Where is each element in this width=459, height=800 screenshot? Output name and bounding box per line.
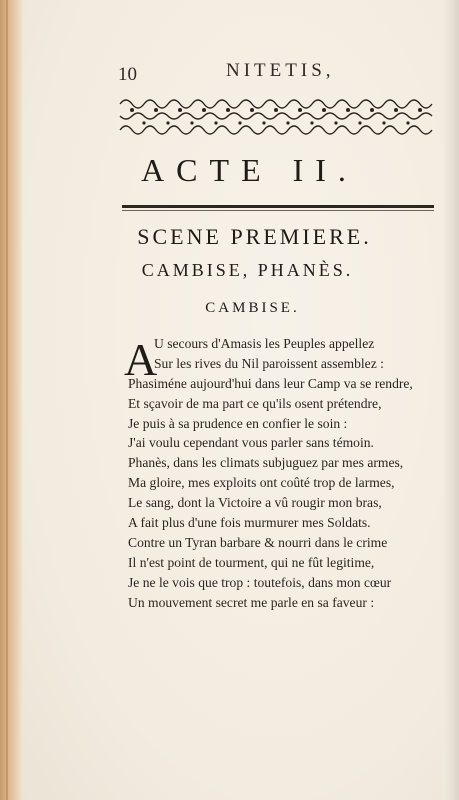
verse-line: J'ai voulu cependant vous parler sans témoin.: [128, 435, 374, 451]
verse-line: Il n'est point de tourment, qui ne fût legitime,: [128, 554, 375, 570]
title-rule: [122, 205, 434, 208]
book-spine-edge: [0, 0, 22, 800]
verse-line: A fait plus d'une fois murmurer mes Soldats.: [128, 515, 371, 531]
act-title: ACTE II.: [141, 152, 358, 188]
verse-block: [128, 334, 448, 612]
scene-title: SCENE PREMIERE.: [137, 224, 372, 249]
running-title: NITETIS,: [226, 60, 335, 81]
running-head: [0, 58, 459, 88]
drop-cap: A: [124, 334, 158, 385]
page-number: 10: [118, 64, 137, 85]
verse-line: Contre un Tyran barbare & nourri dans le crime: [128, 534, 388, 550]
verse-line: Un mouvement secret me parle en sa faveur :: [128, 594, 375, 610]
character-list: CAMBISE, PHANÈS.: [141, 260, 354, 280]
verse-line: Et sçavoir de ma part ce qu'ils osent prétendre,: [128, 395, 382, 411]
verse-line: Phasiméne aujourd'hui dans leur Camp va se rendre,: [128, 375, 413, 391]
verse-line: Je puis à sa prudence en confier le soin :: [128, 415, 348, 431]
spine-binding-stripe: [6, 0, 8, 800]
verse-line: Ma gloire, mes exploits ont coûté trop de larmes,: [128, 475, 395, 491]
verse-line: Phanès, dans les climats subjuguez par mes armes,: [128, 455, 404, 471]
verse-line: Sur les rives du Nil paroissent assemblez :: [154, 355, 384, 371]
speaker-name: CAMBISE.: [205, 300, 300, 316]
verse-line: Le sang, dont la Victoire a vû rougir mon bras,: [128, 495, 382, 511]
title-rule-thin: [122, 210, 434, 211]
verse-line: Je ne le vois que trop : toutefois, dans mon cœur: [128, 574, 392, 590]
fleuron-band-icon: [118, 94, 436, 140]
verse-line: U secours d'Amasis les Peuples appellez: [154, 336, 375, 351]
